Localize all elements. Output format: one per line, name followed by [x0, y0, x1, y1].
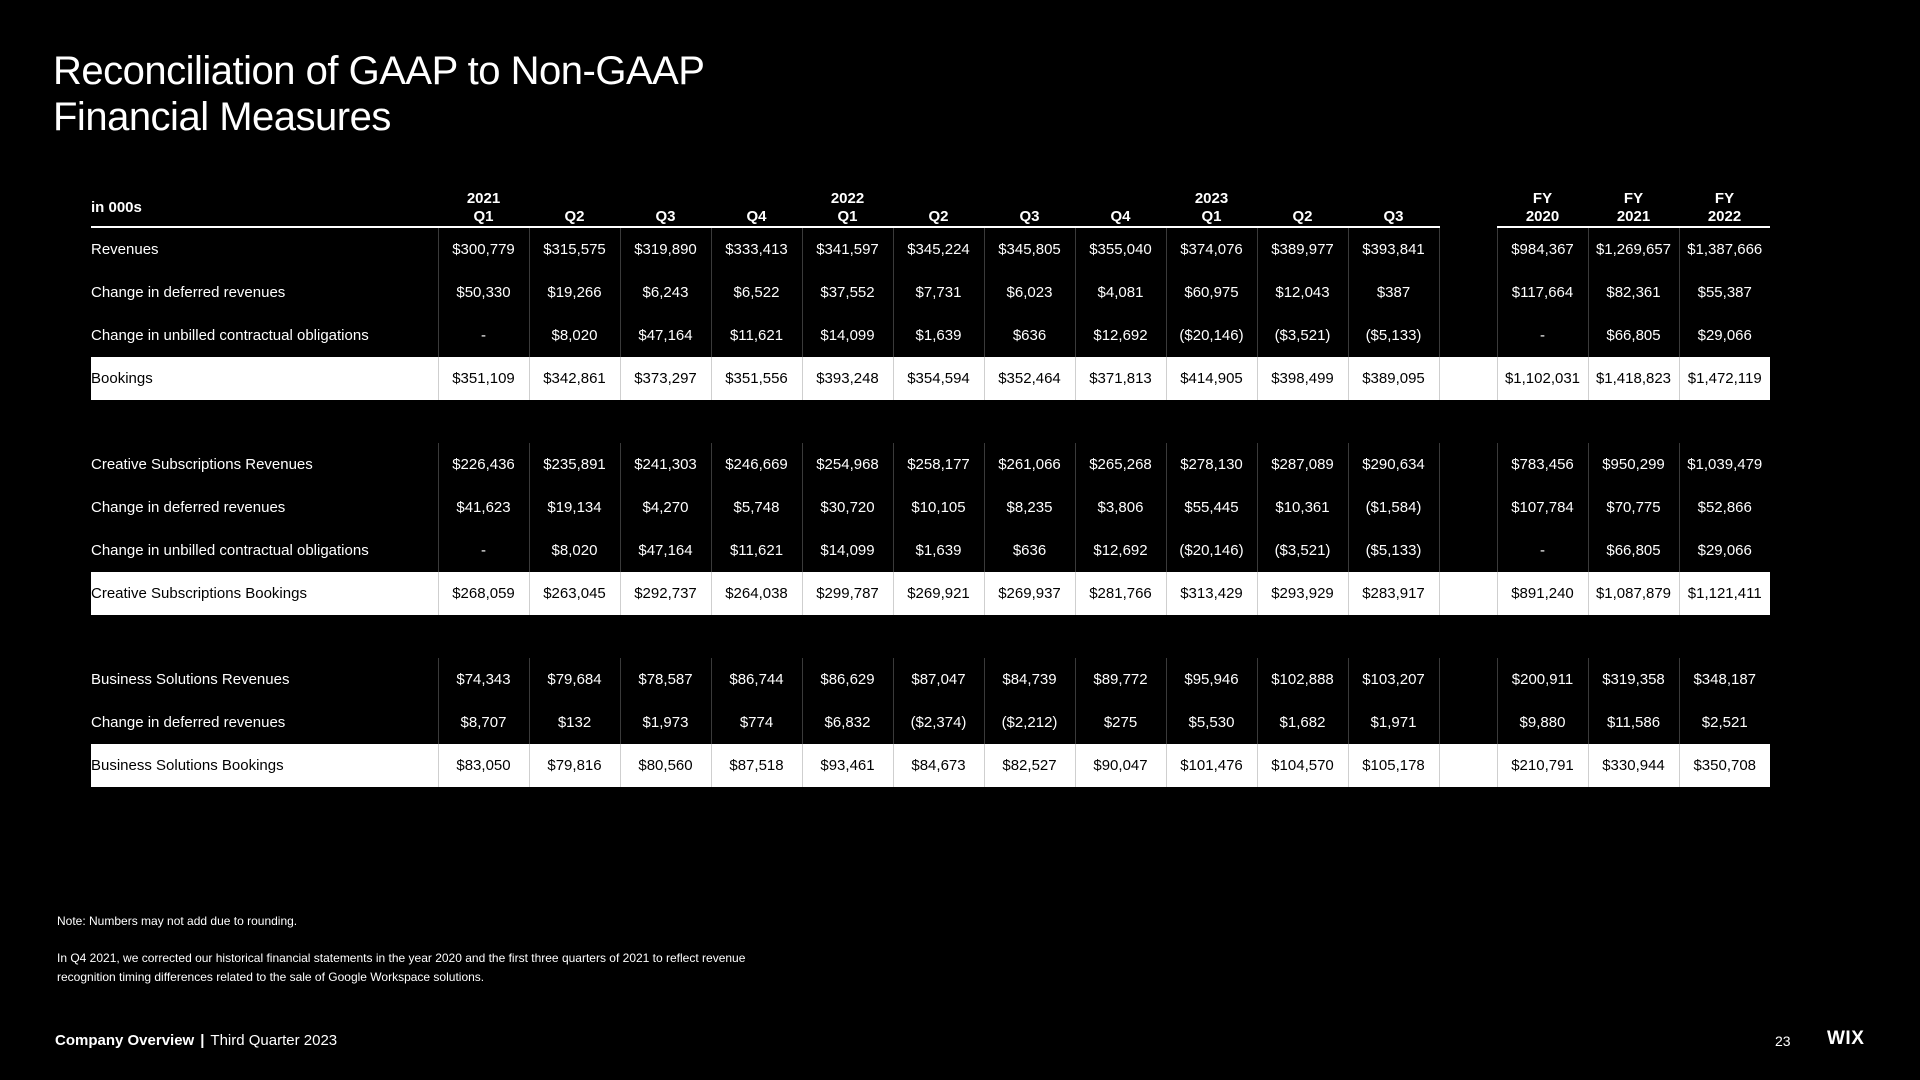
value-cell: $1,039,479 [1679, 443, 1770, 486]
table-row [91, 271, 1770, 314]
column-label: 2021 [1616, 208, 1651, 225]
column-header [893, 190, 984, 227]
column-header [984, 190, 1075, 227]
column-year [984, 190, 1075, 208]
value-cell: $636 [984, 529, 1075, 572]
value-cell: $11,621 [711, 529, 802, 572]
value-cell: $66,805 [1588, 314, 1679, 357]
value-cell: $313,429 [1166, 572, 1257, 615]
row-label: Business Solutions Bookings [91, 744, 438, 787]
correction-note: In Q4 2021, we corrected our historical financial statements in the year 2020 and the first three quarters of 2021 to reflect revenue recognition timing differences related to the sale of Google Workspace solutions. [57, 951, 746, 984]
value-cell: $102,888 [1257, 658, 1348, 701]
gap-cell [1439, 572, 1497, 615]
value-cell: ($3,521) [1257, 529, 1348, 572]
value-cell: ($1,584) [1348, 486, 1439, 529]
column-label: 2020 [1525, 208, 1560, 225]
value-cell: $2,521 [1679, 701, 1770, 744]
value-cell: $263,045 [529, 572, 620, 615]
value-cell: $235,891 [529, 443, 620, 486]
value-cell: ($2,212) [984, 701, 1075, 744]
table-row [91, 314, 1770, 357]
gap-cell [1439, 486, 1497, 529]
value-cell: $1,472,119 [1679, 357, 1770, 400]
value-cell: $6,832 [802, 701, 893, 744]
value-cell: $241,303 [620, 443, 711, 486]
value-cell: $8,020 [529, 314, 620, 357]
value-cell: $4,081 [1075, 271, 1166, 314]
bookings-row [91, 744, 1770, 787]
table-row [91, 443, 1770, 486]
column-year [711, 190, 802, 208]
column-label: Q2 [1292, 208, 1313, 225]
column-label: Q3 [1019, 208, 1040, 225]
value-cell: $9,880 [1497, 701, 1588, 744]
value-cell: $1,973 [620, 701, 711, 744]
value-cell: $774 [711, 701, 802, 744]
value-cell: $50,330 [438, 271, 529, 314]
footer-company: Company Overview [55, 1032, 195, 1049]
value-cell: $4,270 [620, 486, 711, 529]
value-cell: $7,731 [893, 271, 984, 314]
value-cell: $84,673 [893, 744, 984, 787]
value-cell: $93,461 [802, 744, 893, 787]
row-label: Change in deferred revenues [91, 284, 286, 301]
reconciliation-table [91, 190, 1770, 787]
value-cell: $60,975 [1166, 271, 1257, 314]
column-header [1348, 190, 1439, 227]
footer-separator: | [200, 1032, 205, 1049]
value-cell: - [1497, 314, 1588, 357]
value-cell: $783,456 [1497, 443, 1588, 486]
value-cell: $1,387,666 [1679, 227, 1770, 271]
notes [57, 912, 777, 1005]
row-label: Creative Subscriptions Revenues [91, 456, 313, 473]
value-cell: $103,207 [1348, 658, 1439, 701]
value-cell: $258,177 [893, 443, 984, 486]
value-cell: $389,095 [1348, 357, 1439, 400]
value-cell: $52,866 [1679, 486, 1770, 529]
value-cell: $636 [984, 314, 1075, 357]
value-cell: $393,841 [1348, 227, 1439, 271]
value-cell: ($5,133) [1348, 314, 1439, 357]
value-cell: $275 [1075, 701, 1166, 744]
column-year: FY [1623, 190, 1644, 207]
value-cell: $393,248 [802, 357, 893, 400]
value-cell: $29,066 [1679, 314, 1770, 357]
value-cell: $261,066 [984, 443, 1075, 486]
value-cell: ($3,521) [1257, 314, 1348, 357]
value-cell: $19,266 [529, 271, 620, 314]
column-year: FY [1532, 190, 1553, 207]
table-row [91, 701, 1770, 744]
spacer-cell [91, 615, 1770, 658]
value-cell: $14,099 [802, 314, 893, 357]
value-cell: $373,297 [620, 357, 711, 400]
value-cell: $374,076 [1166, 227, 1257, 271]
value-cell: $47,164 [620, 529, 711, 572]
value-cell: $47,164 [620, 314, 711, 357]
value-cell: $66,805 [1588, 529, 1679, 572]
value-cell: $12,692 [1075, 529, 1166, 572]
value-cell: $86,629 [802, 658, 893, 701]
value-cell: $8,235 [984, 486, 1075, 529]
value-cell: $89,772 [1075, 658, 1166, 701]
gap-cell [1439, 658, 1497, 701]
value-cell: $82,361 [1588, 271, 1679, 314]
value-cell: $82,527 [984, 744, 1075, 787]
value-cell: $414,905 [1166, 357, 1257, 400]
column-year [529, 190, 620, 208]
value-cell: $1,121,411 [1679, 572, 1770, 615]
value-cell: $8,020 [529, 529, 620, 572]
value-cell: $90,047 [1075, 744, 1166, 787]
bookings-row [91, 572, 1770, 615]
value-cell: $254,968 [802, 443, 893, 486]
value-cell: $345,805 [984, 227, 1075, 271]
value-cell: $319,358 [1588, 658, 1679, 701]
row-label: Revenues [91, 241, 159, 258]
value-cell: $70,775 [1588, 486, 1679, 529]
value-cell: $37,552 [802, 271, 893, 314]
table-row [91, 227, 1770, 271]
value-cell: $226,436 [438, 443, 529, 486]
gap-cell [1439, 443, 1497, 486]
value-cell: $300,779 [438, 227, 529, 271]
value-cell: $107,784 [1497, 486, 1588, 529]
value-cell: $14,099 [802, 529, 893, 572]
column-gap [1439, 190, 1497, 227]
column-header [529, 190, 620, 227]
value-cell: $352,464 [984, 357, 1075, 400]
value-cell: $11,586 [1588, 701, 1679, 744]
value-cell: $269,937 [984, 572, 1075, 615]
column-header [620, 190, 711, 227]
value-cell: $246,669 [711, 443, 802, 486]
value-cell: $78,587 [620, 658, 711, 701]
spacer-row [91, 615, 1770, 658]
value-cell: $950,299 [1588, 443, 1679, 486]
value-cell: $84,739 [984, 658, 1075, 701]
value-cell: $299,787 [802, 572, 893, 615]
gap-cell [1439, 744, 1497, 787]
value-cell: $101,476 [1166, 744, 1257, 787]
bookings-row [91, 357, 1770, 400]
column-label: Q4 [746, 208, 767, 225]
value-cell: - [1497, 529, 1588, 572]
value-cell: $104,570 [1257, 744, 1348, 787]
value-cell: $210,791 [1497, 744, 1588, 787]
row-label: Change in deferred revenues [91, 499, 286, 516]
value-cell: $342,861 [529, 357, 620, 400]
value-cell: $333,413 [711, 227, 802, 271]
column-year: FY [1714, 190, 1735, 207]
row-label: Change in unbilled contractual obligations [91, 327, 369, 344]
gap-cell [1439, 271, 1497, 314]
value-cell: $83,050 [438, 744, 529, 787]
gap-cell [1439, 314, 1497, 357]
column-year [620, 190, 711, 208]
page-number: 23 [1775, 1033, 1791, 1049]
value-cell: $1,639 [893, 529, 984, 572]
gap-cell [1439, 357, 1497, 400]
value-cell: $132 [529, 701, 620, 744]
rounding-note: Note: Numbers may not add due to rounding. [57, 914, 298, 928]
value-cell: $984,367 [1497, 227, 1588, 271]
value-cell: $389,977 [1257, 227, 1348, 271]
column-label: 2022 [1707, 208, 1742, 225]
value-cell: $265,268 [1075, 443, 1166, 486]
value-cell: $268,059 [438, 572, 529, 615]
page-title [53, 48, 704, 140]
value-cell: $283,917 [1348, 572, 1439, 615]
row-label: Business Solutions Revenues [91, 671, 290, 688]
column-year [893, 190, 984, 208]
value-cell: $1,639 [893, 314, 984, 357]
value-cell: $6,023 [984, 271, 1075, 314]
column-header [1166, 190, 1257, 227]
value-cell: $387 [1348, 271, 1439, 314]
footer-period: Third Quarter 2023 [210, 1032, 338, 1049]
column-header [1075, 190, 1166, 227]
column-year [1075, 190, 1166, 208]
value-cell: - [438, 529, 529, 572]
table-row [91, 529, 1770, 572]
value-cell: $29,066 [1679, 529, 1770, 572]
value-cell: ($20,146) [1166, 314, 1257, 357]
value-cell: $8,707 [438, 701, 529, 744]
value-cell: $79,816 [529, 744, 620, 787]
value-cell: $355,040 [1075, 227, 1166, 271]
column-year: 2023 [1194, 190, 1229, 207]
value-cell: $1,418,823 [1588, 357, 1679, 400]
row-label: Bookings [91, 357, 438, 400]
column-header [1497, 190, 1588, 227]
row-label: Change in deferred revenues [91, 714, 286, 731]
table-header-row [91, 190, 1770, 227]
value-cell: $55,387 [1679, 271, 1770, 314]
value-cell: $345,224 [893, 227, 984, 271]
value-cell: $1,269,657 [1588, 227, 1679, 271]
value-cell: $348,187 [1679, 658, 1770, 701]
value-cell: $79,684 [529, 658, 620, 701]
value-cell: $292,737 [620, 572, 711, 615]
value-cell: $12,043 [1257, 271, 1348, 314]
table-row [91, 658, 1770, 701]
value-cell: $86,744 [711, 658, 802, 701]
value-cell: $290,634 [1348, 443, 1439, 486]
column-label: Q1 [1201, 208, 1222, 225]
value-cell: $1,087,879 [1588, 572, 1679, 615]
column-header [1257, 190, 1348, 227]
title-line-2: Financial Measures [53, 95, 391, 139]
value-cell: $19,134 [529, 486, 620, 529]
gap-cell [1439, 227, 1497, 271]
column-header [711, 190, 802, 227]
value-cell: $5,748 [711, 486, 802, 529]
footer [55, 1032, 337, 1049]
gap-cell [1439, 529, 1497, 572]
unit-label: in 000s [91, 190, 438, 227]
table-row [91, 486, 1770, 529]
column-label: Q4 [1110, 208, 1131, 225]
value-cell: $10,105 [893, 486, 984, 529]
column-label: Q2 [928, 208, 949, 225]
value-cell: $10,361 [1257, 486, 1348, 529]
value-cell: ($20,146) [1166, 529, 1257, 572]
value-cell: $80,560 [620, 744, 711, 787]
value-cell: $12,692 [1075, 314, 1166, 357]
value-cell: $351,556 [711, 357, 802, 400]
wix-logo: WIX [1827, 1028, 1865, 1049]
value-cell: $319,890 [620, 227, 711, 271]
column-label: Q1 [837, 208, 858, 225]
value-cell: $95,946 [1166, 658, 1257, 701]
value-cell: ($5,133) [1348, 529, 1439, 572]
value-cell: $105,178 [1348, 744, 1439, 787]
value-cell: $371,813 [1075, 357, 1166, 400]
column-label: Q1 [473, 208, 494, 225]
value-cell: $6,243 [620, 271, 711, 314]
column-label: Q3 [655, 208, 676, 225]
spacer-row [91, 400, 1770, 443]
column-header [438, 190, 529, 227]
value-cell: $287,089 [1257, 443, 1348, 486]
column-year [1257, 190, 1348, 208]
value-cell: $1,971 [1348, 701, 1439, 744]
value-cell: - [438, 314, 529, 357]
value-cell: $200,911 [1497, 658, 1588, 701]
value-cell: $351,109 [438, 357, 529, 400]
value-cell: $74,343 [438, 658, 529, 701]
value-cell: $11,621 [711, 314, 802, 357]
value-cell: $1,682 [1257, 701, 1348, 744]
value-cell: $891,240 [1497, 572, 1588, 615]
value-cell: $293,929 [1257, 572, 1348, 615]
value-cell: $350,708 [1679, 744, 1770, 787]
column-label: Q3 [1383, 208, 1404, 225]
title-line-1: Reconciliation of GAAP to Non-GAAP [53, 49, 705, 93]
column-year: 2021 [466, 190, 501, 207]
value-cell: $87,518 [711, 744, 802, 787]
value-cell: $30,720 [802, 486, 893, 529]
value-cell: $354,594 [893, 357, 984, 400]
value-cell: $1,102,031 [1497, 357, 1588, 400]
value-cell: $330,944 [1588, 744, 1679, 787]
value-cell: $264,038 [711, 572, 802, 615]
value-cell: $6,522 [711, 271, 802, 314]
value-cell: $3,806 [1075, 486, 1166, 529]
column-year: 2022 [830, 190, 865, 207]
column-year [1348, 190, 1439, 208]
value-cell: $341,597 [802, 227, 893, 271]
column-label: Q2 [564, 208, 585, 225]
value-cell: $55,445 [1166, 486, 1257, 529]
row-label: Creative Subscriptions Bookings [91, 572, 438, 615]
value-cell: $87,047 [893, 658, 984, 701]
value-cell: ($2,374) [893, 701, 984, 744]
column-header [1679, 190, 1770, 227]
gap-cell [1439, 701, 1497, 744]
value-cell: $269,921 [893, 572, 984, 615]
value-cell: $398,499 [1257, 357, 1348, 400]
value-cell: $278,130 [1166, 443, 1257, 486]
value-cell: $281,766 [1075, 572, 1166, 615]
value-cell: $315,575 [529, 227, 620, 271]
value-cell: $117,664 [1497, 271, 1588, 314]
column-header [802, 190, 893, 227]
row-label: Change in unbilled contractual obligations [91, 542, 369, 559]
value-cell: $5,530 [1166, 701, 1257, 744]
column-header [1588, 190, 1679, 227]
value-cell: $41,623 [438, 486, 529, 529]
spacer-cell [91, 400, 1770, 443]
